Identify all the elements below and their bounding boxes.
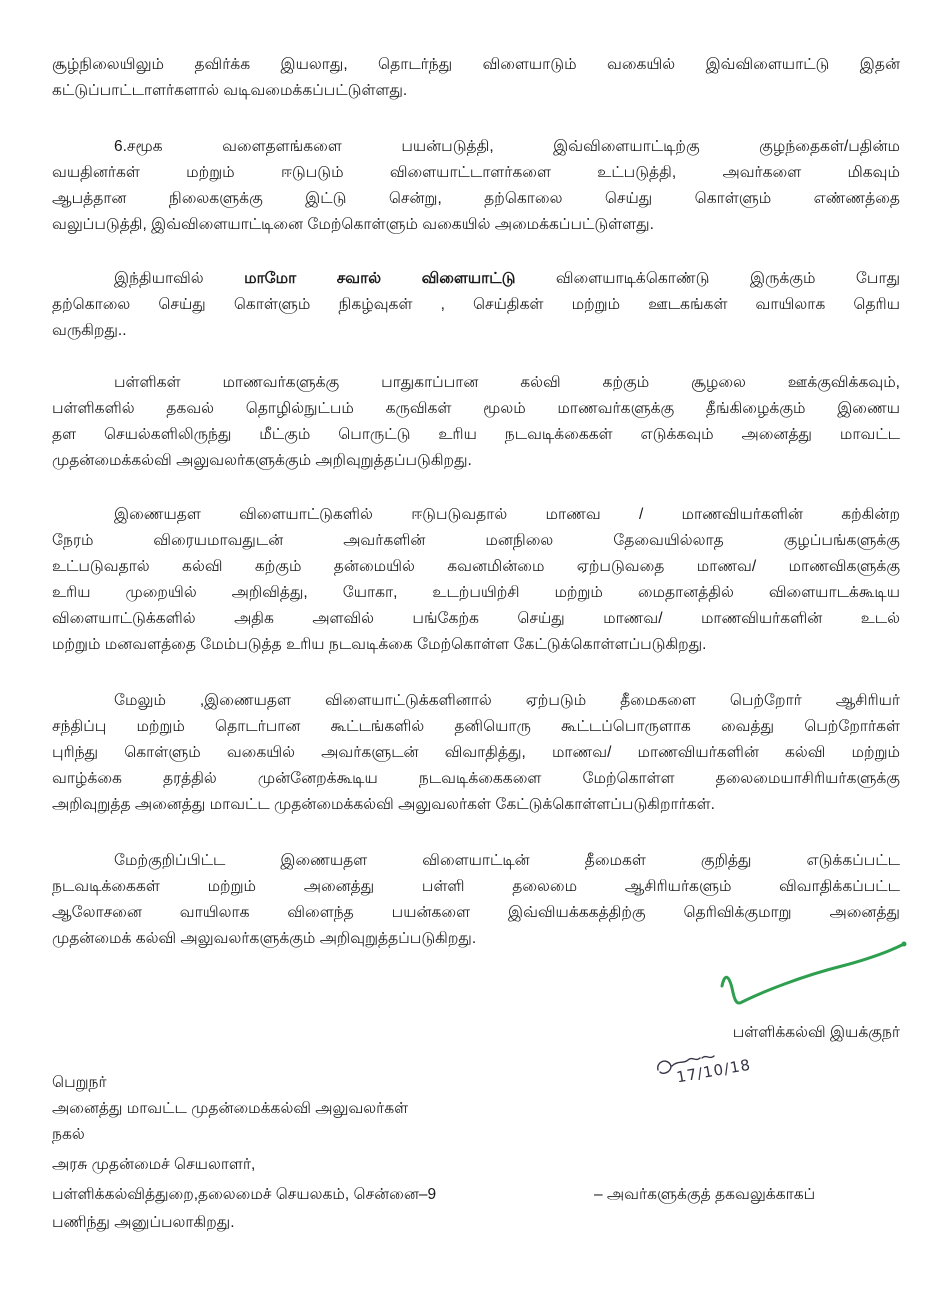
copy-note: – அவர்களுக்குத் தகவலுக்காகப் — [594, 1186, 816, 1203]
copy-recipient: அரசு முதன்மைச் செயலாளர், — [52, 1156, 256, 1173]
paragraph-india-incidents — [52, 266, 900, 344]
text-line: நடவடிக்கைகள் மற்றும் அனைத்து பள்ளி தலைமை ஆசிரியர்களும் விவாதிக்கப்பட்ட — [52, 878, 900, 895]
text-segment: இந்தியாவில் — [114, 270, 204, 287]
text-line: வாழ்க்கை தரத்தில் முன்னேறக்கூடிய நடவடிக்கைகளை மேற்கொள்ள தலைமையாசிரியர்களுக்கு — [52, 770, 900, 787]
text-line: விளையாட்டுக்களில் அதிக அளவில் பங்கேற்க செய்து மாணவ/ மாணவியர்களின் உடல் — [52, 610, 900, 627]
text-line: ஆலோசனை வாயிலாக விளைந்த பயன்களை இவ்வியக்ககத்திற்கு தெரிவிக்குமாறு அனைத்து — [52, 904, 900, 921]
text-line: மேலும் ,இணையதள விளையாட்டுக்களினால் ஏற்படும் தீமைகளை பெற்றோர் ஆசிரியர் — [114, 692, 900, 709]
text-line: புரிந்து கொள்ளும் வகையில் அவர்களுடன் விவாதித்து, மாணவ/ மாணவியர்களின் கல்வி மற்றும் — [52, 744, 900, 761]
text-line: சூழ்நிலையிலும் தவிர்க்க இயலாது, தொடர்ந்து விளையாடும் வகையில் இவ்விளையாட்டு இதன் — [52, 56, 900, 73]
text-line: முதன்மைக் கல்வி அலுவலர்களுக்கும் அறிவுறுத்தப்படுகிறது. — [52, 930, 477, 947]
text-line — [52, 266, 900, 292]
paragraph-parent-teacher — [52, 688, 900, 818]
recipient-name: அனைத்து மாவட்ட முதன்மைக்கல்வி அலுவலர்கள் — [52, 1100, 409, 1117]
text-line: முதன்மைக்கல்வி அலுவலர்களுக்கும் அறிவுறுத்தப்படுகிறது. — [52, 452, 472, 469]
paragraph-schools — [52, 370, 900, 474]
text-line: நேரம் விரையமாவதுடன் அவர்களின் மனநிலை தேவையில்லாத குழப்பங்களுக்கு — [52, 532, 900, 549]
text-line: உட்படுவதால் கல்வி கற்கும் தன்மையில் கவனமின்மை ஏற்படுவதை மாணவ/ மாணவிகளுக்கு — [52, 558, 900, 575]
text-line: உரிய முறையில் அறிவித்து, யோகா, உடற்பயிற்சி மற்றும் மைதானத்தில் விளையாடக்கூடிய — [52, 584, 900, 601]
handwritten-date: 17/10/18 — [675, 1055, 753, 1087]
text-line: மேற்குறிப்பிட்ட இணையதள விளையாட்டின் தீமைகள் குறித்து எடுக்கப்பட்ட — [114, 852, 900, 869]
text-line: அறிவுறுத்த அனைத்து மாவட்ட முதன்மைக்கல்வி அலுவலர்கள் கேட்டுக்கொள்ளப்படுகிறார்கள். — [52, 796, 715, 813]
paragraph-social-media — [52, 134, 900, 238]
text-line: 6.சமூக வளைதளங்களை பயன்படுத்தி, இவ்விளையாட்டிற்கு குழந்தைகள்/பதின்ம — [114, 138, 900, 155]
text-line: தற்கொலை செய்து கொள்ளும் நிகழ்வுகள் , செய்திகள் மற்றும் ஊடகங்கள் வாயிலாக தெரிய — [52, 296, 900, 313]
text-line: பள்ளிகளில் தகவல் தொழில்நுட்பம் கருவிகள் மூலம் மாணவர்களுக்கு தீங்கிழைக்கும் இணைய — [52, 400, 900, 417]
text-line: தள செயல்களிலிருந்து மீட்கும் பொருட்டு உரிய நடவடிக்கைகள் எடுக்கவும் அனைத்து மாவட்ட — [52, 426, 900, 443]
paragraph-student-time — [52, 502, 900, 658]
text-line: பள்ளிகள் மாணவர்களுக்கு பாதுகாப்பான கல்வி கற்கும் சூழலை ஊக்குவிக்கவும், — [114, 374, 900, 391]
text-line: வருகிறது.. — [52, 322, 127, 339]
copy-office: பள்ளிக்கல்வித்துறை,தலைமைச் செயலகம், சென்னை–9 — [52, 1186, 437, 1203]
text-segment: விளையாடிக்கொண்டு இருக்கும் போது — [555, 270, 900, 287]
recipient-label: பெறுநர் — [52, 1074, 107, 1091]
text-line: இணையதள விளையாட்டுகளில் ஈடுபடுவதால் மாணவ / மாணவியர்களின் கற்கின்ற — [114, 506, 900, 523]
game-name: மாமோ சவால் விளையாட்டு — [244, 270, 516, 287]
text-line: ஆபத்தான நிலைகளுக்கு இட்டு சென்று, தற்கொலை செய்து கொள்ளும் எண்ணத்தை — [52, 190, 900, 207]
text-line: மற்றும் மனவளத்தை மேம்படுத்த உரிய நடவடிக்கை மேற்கொள்ள கேட்டுக்கொள்ளப்படுகிறது. — [52, 636, 707, 653]
copy-note-continued: பணிந்து அனுப்பலாகிறது. — [52, 1214, 235, 1231]
copy-label: நகல் — [52, 1126, 85, 1143]
signature-mark — [712, 936, 912, 1016]
signatory-title: பள்ளிக்கல்வி இயக்குநர் — [732, 1024, 900, 1041]
paragraph-continuation — [52, 52, 900, 104]
text-line: வலுப்படுத்தி, இவ்விளையாட்டினை மேற்கொள்ளும் வகையில் அமைக்கப்பட்டுள்ளது. — [52, 216, 654, 233]
text-line: சந்திப்பு மற்றும் தொடர்பான கூட்டங்களில் தனியொரு கூட்டப்பொருளாக வைத்து பெற்றோர்கள் — [52, 718, 900, 735]
text-line: கட்டுப்பாட்டாளர்களால் வடிவமைக்கப்பட்டுள்ளது. — [52, 82, 408, 99]
text-line: வயதினர்கள் மற்றும் ஈடுபடும் விளையாட்டாளர்களை உட்படுத்தி, அவர்களை மிகவும் — [52, 164, 900, 181]
